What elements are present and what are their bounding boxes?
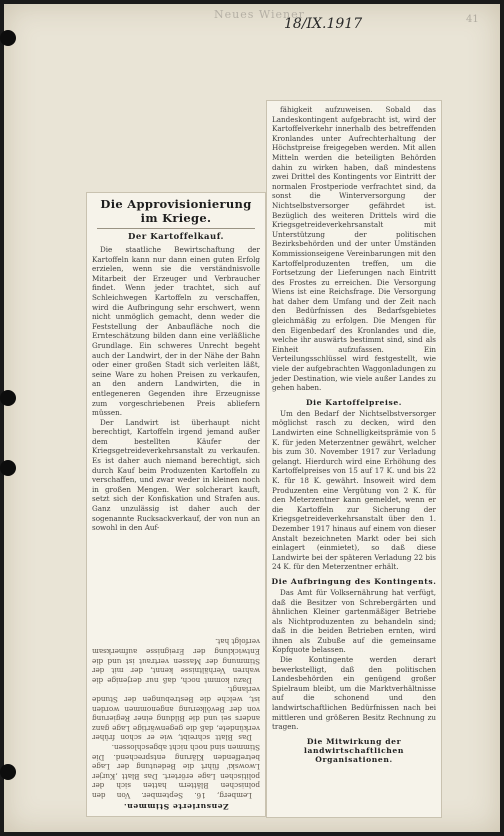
right-clipping [266, 100, 442, 818]
section-heading-cooperation: Die Mitwirkung der landwirtschaftlichen Organisationen. [304, 736, 404, 764]
paragraph: Die staatliche Bewirtschaftung der Kartoffeln kann nur dann einen guten Erfolg erzielen, wenn sie die verständnisvolle Mitarbeit der Erzeuger und Verbraucher findet. Wenn jeder trachtet, sich auf Schleichwegen Kartoffeln zu verschaffen, wird die Aufbringung sehr erschwert, wenn nicht unmöglich gemacht, denn weder die Feststellung der Anbaufläche noch die Ernteschätzung bilden dann eine verläßliche Grundlage. Ein schweres Unrecht begeht auch der Landwirt, der in der Nähe der Bahn oder einer großen Stadt sich verleiten läßt, seine Ware zu hohen Preisen zu verkaufen, an den andern Landwirten, die in entlegeneren Gegenden ihre Erzeugnisse zum vorgeschriebenen Preis abliefern müssen. [92, 245, 260, 418]
paragraph: Der Landwirt ist überhaupt nicht berechtigt, Kartoffeln irgend jemand außer dem bestellten Käufer der Kriegsgetreideverkehrsanstalt zu verkaufen. Es ist daher auch niemand berechtigt, sich durch Kauf beim Produzenten Kartoffeln zu verschaffen, und zwar weder in kleinen noch in großen Mengen. Wer solcherart kauft, setzt sich der Konfiskation und Strafen aus. Ganz unzulässig ist daher auch der sogenannte Rucksackverkauf, der von nun an sowohl in den Auf- [92, 417, 260, 533]
paragraph: fähigkeit aufzuweisen. Sobald das Landeskontingent aufgebracht ist, wird der Kartoffelverkehr innerhalb des betreffenden Kronlandes unter Aufrechterhaltung der Höchstpreise freigegeben werden. Mit allen Mitteln werden die beteiligten Behörden dahin zu wirken haben, daß mindestens zwei Drittel des Kontingents vor Eintritt der normalen Frostperiode verfrachtet sind, da sonst die Winterversorgung der Nichtselbstversorger gefährdet ist. Bezüglich des weiteren Drittels wird die Kriegsgetreideverkehrsanstalt mit Unterstützung der politischen Bezirksbehörden und der unter Umständen Kommissionseigene Vereinbarungen mit den Kartoffelproduzenten treffen, um die Fortsetzung der Lieferungen nach Eintritt des Frostes zu erreichen. Die Versorgung Wiens ist eine Reichsfrage. Die Versorgung hat daher dem Umfang und der Zeit nach den Bedürfnissen des Bedarfsgebietes gleichmäßig zu erfolgen. Die Mengen für den Eigenbedarf des Kronlandes und die, welche ihr auswärts bestimmt sind, sind als Einheit aufzufassen. Ein Verteilungsschlüssel wird festgestellt, wie viele der aufgebrachten Waggonladungen zu jeder Destination, wie viele außer Landes zu gehen haben. [272, 105, 436, 393]
reversed-clipping [87, 516, 265, 816]
punch-hole [0, 30, 16, 46]
paragraph: Um den Bedarf der Nichtselbstversorger möglichst rasch zu decken, wird den Landwirten eine Schnelligkeitsprämie von 5 K. für jeden Meterzentner gewährt, welcher bis zum 30. November 1917 zur Verladung gelangt. Hierdurch wird eine Erhöhung des Kartoffelpreises von 15 auf 17 K. und bis 22 K. für 18 K. gewährt. Insoweit wird dem Produzenten eine Vergütung von 2 K. für den Meterzentner kann gemeldet, wenn er die Kartoffeln zur Sicherung der Kriegsgetreideverkehrsanstalt über den 1. Dezember 1917 hinaus auf einem von dieser Anstalt bezeichneten Markt oder bei sich einlagert (einmietet), so daß diese Landwirte bei der späteren Verladung 22 bis 24 K. für den Meterzentner erhält. [272, 408, 436, 572]
punch-hole [0, 460, 16, 476]
archive-stamp: Neues Wiener [214, 8, 305, 21]
left-clipping [86, 192, 266, 817]
archive-sheet [4, 4, 500, 832]
punch-hole [0, 764, 16, 780]
paragraph: Das Amt für Volksernährung hat verfügt, daß die Besitzer von Schrebergärten und ähnlichen Kleiner gartenmäßiger Betriebe als Nichtproduzenten zu behandeln sind; daß in die beiden Betrieben ernten, wird ihnen als Zubuße auf die gemeinsame Kopfquote belassen. [272, 587, 436, 655]
article-subhead: Der Kartoffelkauf. [127, 232, 225, 242]
punch-hole [0, 390, 16, 406]
section-heading-prices: Die Kartoffelpreise. [305, 397, 403, 407]
page-number: 41 [466, 14, 479, 25]
handwritten-date: 18/IX.1917 [284, 16, 363, 32]
paragraph: Das Blatt schreibt, wie er schon früher verkündete, daß die gegenwärtige Lage ganz anders sei und die Bildung einer Regierung von der Bevölkerung angenommen worden ist, welche die Bestrebungen der Stunde verlangt. [92, 685, 260, 743]
reversed-section-heading: Zensurierte Stimmen. [123, 802, 229, 811]
paragraph: Die Kontingente werden derart bewerkstelligt, daß den politischen Landesbehörden ein genügend großer Spielraum bleibt, um die Marktverhältnisse auf die schonend und den landwirtschaftlichen Bedürfnissen nach bei mittleren und größeren Besitz Rechnung zu tragen. [272, 655, 436, 732]
paragraph: Lemberg, 16. September. Von den polnischen Blättern hatten sich der politischen Lage erörtert. Das Blatt ,Kurjer Lwowski' führt die Bedeutung der Lage betreffenden Klärung entsprechend. Die Stimmen sind noch nicht abgeschlossen. [92, 743, 260, 800]
article-headline: Die Approvisionierung im Kriege. [100, 197, 252, 225]
paragraph: Dazu kommt noch, daß nur derjenige die wahren Verhältnisse kennt, der mit der Stimmung der Massen vertraut ist und die Entwicklung der Ereignisse aufmerksam verfolgt hat. [92, 637, 260, 685]
section-heading-quota: Die Aufbringung des Kontingents. [271, 576, 437, 586]
divider [97, 228, 255, 229]
